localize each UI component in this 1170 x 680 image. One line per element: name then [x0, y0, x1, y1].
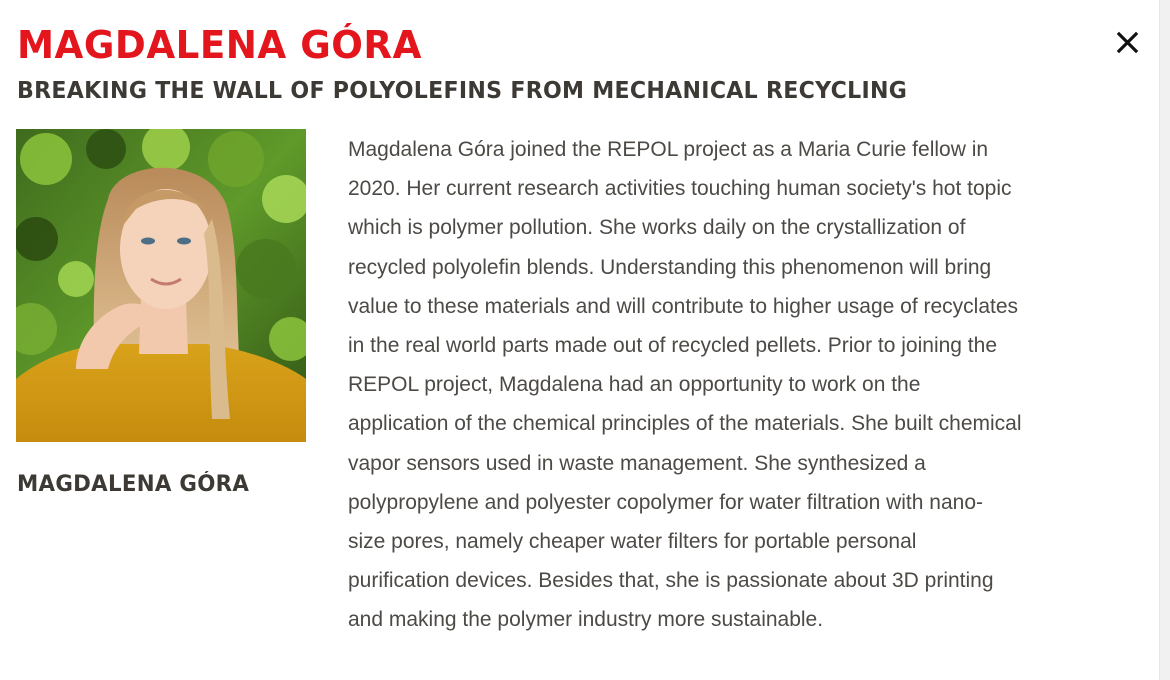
project-subtitle: BREAKING THE WALL OF POLYOLEFINS FROM MECHANICAL RECYCLING [17, 78, 908, 104]
bio-line: value to these materials and will contribute to higher usage of recyclates [348, 294, 1019, 318]
bio-line: size pores, namely cheaper water filters for portable personal [348, 530, 917, 554]
bio-text [348, 130, 1148, 640]
bio-line: purification devices. Besides that, she is passionate about 3D printing [348, 569, 994, 593]
close-button[interactable] [1108, 24, 1146, 62]
bio-line: REPOL project, Magdalena had an opportunity to work on the [348, 373, 921, 397]
bio-line: and making the polymer industry more sustainable. [348, 608, 824, 632]
profile-photo [16, 129, 306, 442]
bio-line: recycled polyolefin blends. Understanding this phenomenon will bring [348, 255, 992, 279]
bio-line: in the real world parts made out of recycled pellets. Prior to joining the [348, 334, 998, 358]
bio-line: Magdalena Góra joined the REPOL project as a Maria Curie fellow in [348, 138, 989, 161]
bio-line: 2020. Her current research activities touching human society's hot topic [348, 177, 1012, 201]
bio-line: vapor sensors used in waste management. She synthesized a [348, 451, 926, 475]
bio-line: polypropylene and polyester copolymer for water filtration with nano- [348, 490, 983, 514]
scrollbar-track [1160, 0, 1170, 680]
page-title: MAGDALENA GÓRA [17, 23, 422, 67]
bio-line: application of the chemical principles of the materials. She built chemical [348, 412, 1022, 436]
bio-line: which is polymer pollution. She works daily on the crystallization of [348, 216, 966, 240]
close-icon [1108, 24, 1146, 62]
photo-caption-name: MAGDALENA GÓRA [17, 472, 250, 497]
